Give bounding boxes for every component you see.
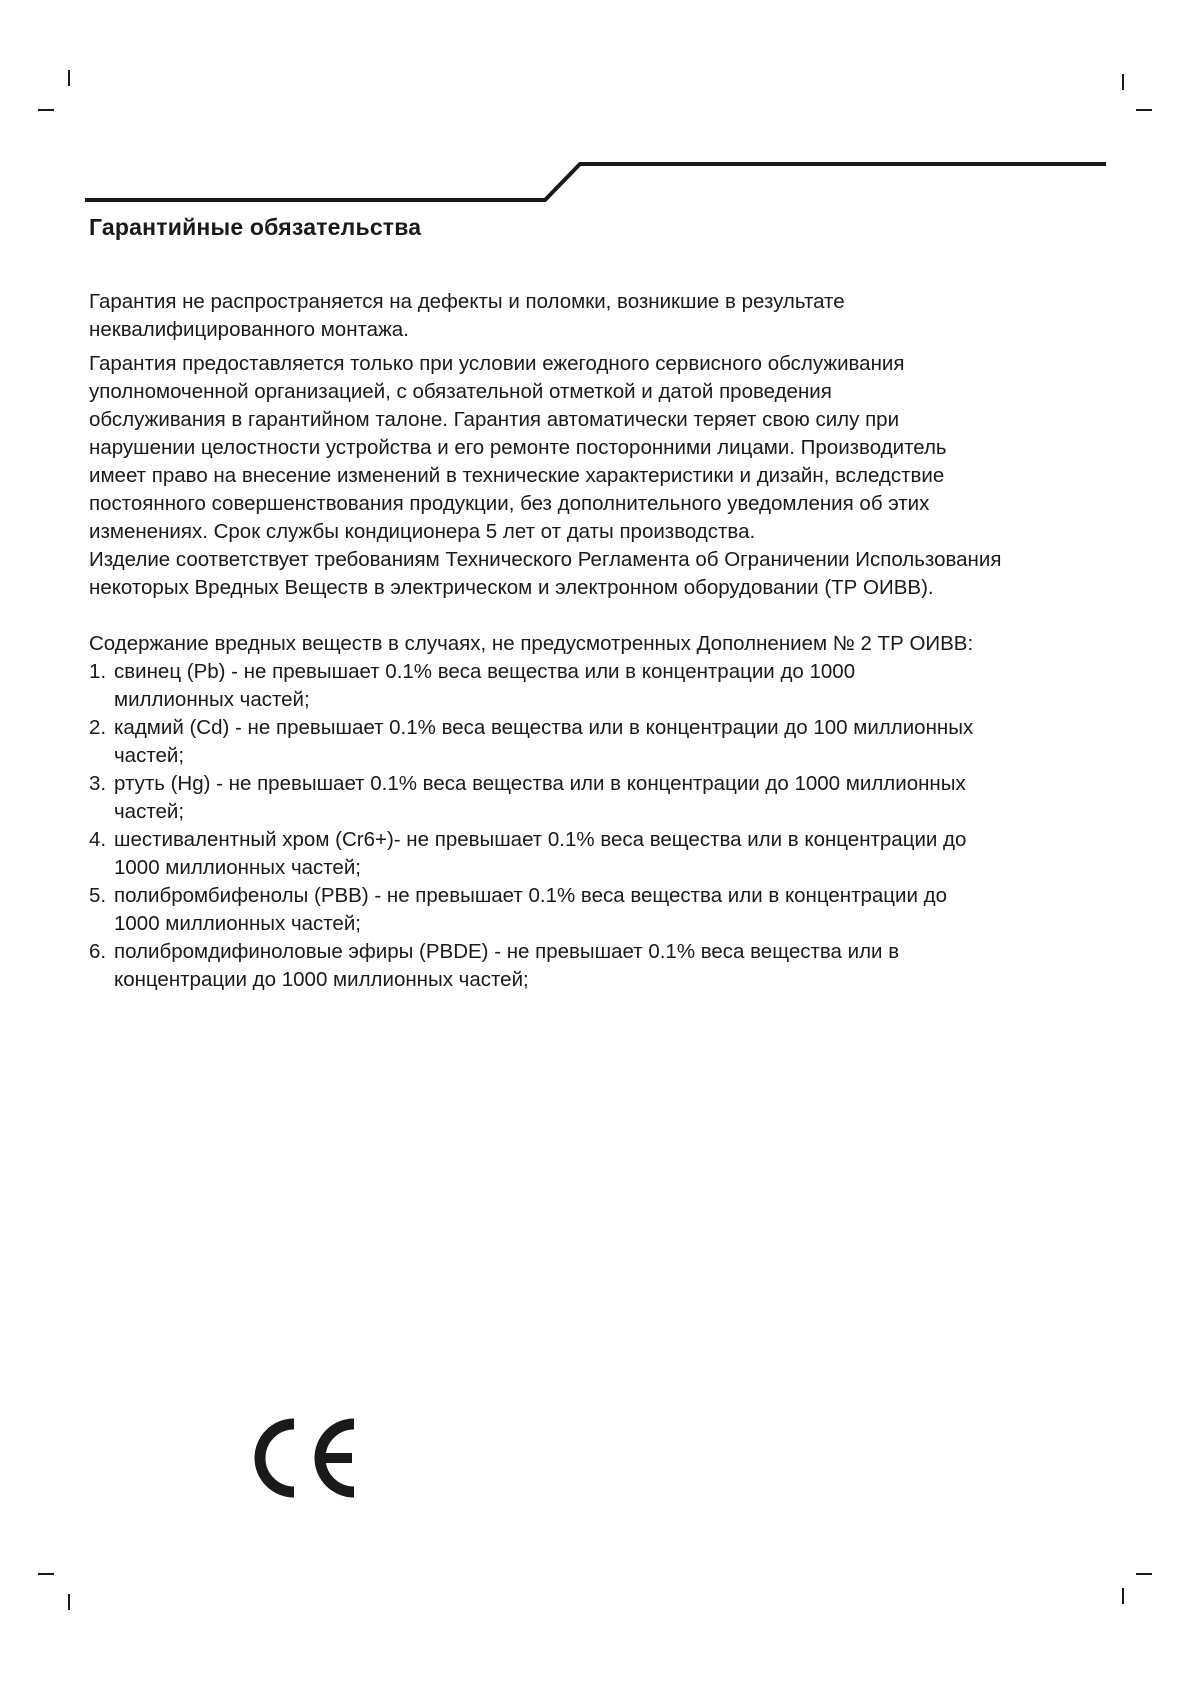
- ce-mark-icon: [254, 1418, 364, 1498]
- list-item: [89, 826, 1149, 882]
- list-item-number: 4.: [89, 828, 107, 851]
- list-item: [89, 882, 1149, 938]
- page-title: Гарантийные обязательства: [89, 214, 422, 240]
- list-item-number: 5.: [89, 884, 107, 907]
- list-item-text: полибромдифиноловые эфиры (PBDE) - не превышает 0.1% веса вещества или в концентрации до 1000 миллионных частей;: [114, 940, 900, 991]
- list-item: [89, 658, 1149, 714]
- substances-list: [89, 658, 1149, 994]
- list-item-text: шестивалентный хром (Cr6+)- не превышает 0.1% веса вещества или в концентрации до 1000 миллионных частей;: [114, 828, 967, 879]
- header-rule: [0, 0, 1191, 220]
- list-item-number: 2.: [89, 716, 107, 739]
- list-item-text: полибромбифенолы (PBB) - не превышает 0.1% веса вещества или в концентрации до 1000 миллионных частей;: [114, 884, 948, 935]
- crop-mark-bottom-left-vertical: [68, 1594, 70, 1610]
- list-item-text: кадмий (Cd) - не превышает 0.1% веса вещества или в концентрации до 100 миллионных частей;: [114, 716, 974, 767]
- paragraph-installation: Гарантия не распространяется на дефекты и поломки, возникшие в результате неквалифицированного монтажа.: [89, 290, 845, 341]
- list-item: [89, 714, 1149, 770]
- crop-mark-bottom-left-horizontal: [38, 1573, 54, 1575]
- crop-mark-bottom-right-horizontal: [1136, 1573, 1152, 1575]
- list-item-text: свинец (Pb) - не превышает 0.1% веса вещества или в концентрации до 1000 миллионных частей;: [114, 660, 856, 711]
- paragraph-substances-intro: Содержание вредных веществ в случаях, не предусмотренных Дополнением № 2 ТР ОИВВ:: [89, 632, 974, 655]
- list-item-text: ртуть (Hg) - не превышает 0.1% веса вещества или в концентрации до 1000 миллионных частей;: [114, 772, 966, 823]
- list-item: [89, 770, 1149, 826]
- document-body: [89, 288, 1149, 994]
- list-item-number: 3.: [89, 772, 107, 795]
- paragraph-compliance: Изделие соответствует требованиям Технического Регламента об Ограничении Использования некоторых Вредных Веществ в электрическом и электронном оборудовании (ТР ОИВВ).: [89, 548, 1002, 599]
- list-item-number: 1.: [89, 660, 107, 683]
- list-item: [89, 938, 1149, 994]
- list-item-number: 6.: [89, 940, 107, 963]
- crop-mark-bottom-right-vertical: [1122, 1588, 1124, 1604]
- paragraph-warranty-terms: Гарантия предоставляется только при условии ежегодного сервисного обслуживания уполномоченной организацией, с обязательной отметкой и датой проведения обслуживания в гарантийном талоне. Гарантия автоматически теряет свою силу при нарушении целостности устройства и его ремонте посторонними лицами. Производитель имеет право на внесение изменений в технические характеристики и дизайн, вследствие постоянного совершенствования продукции, без дополнительного уведомления об этих изменениях. Срок службы кондиционера 5 лет от даты производства.: [89, 352, 947, 543]
